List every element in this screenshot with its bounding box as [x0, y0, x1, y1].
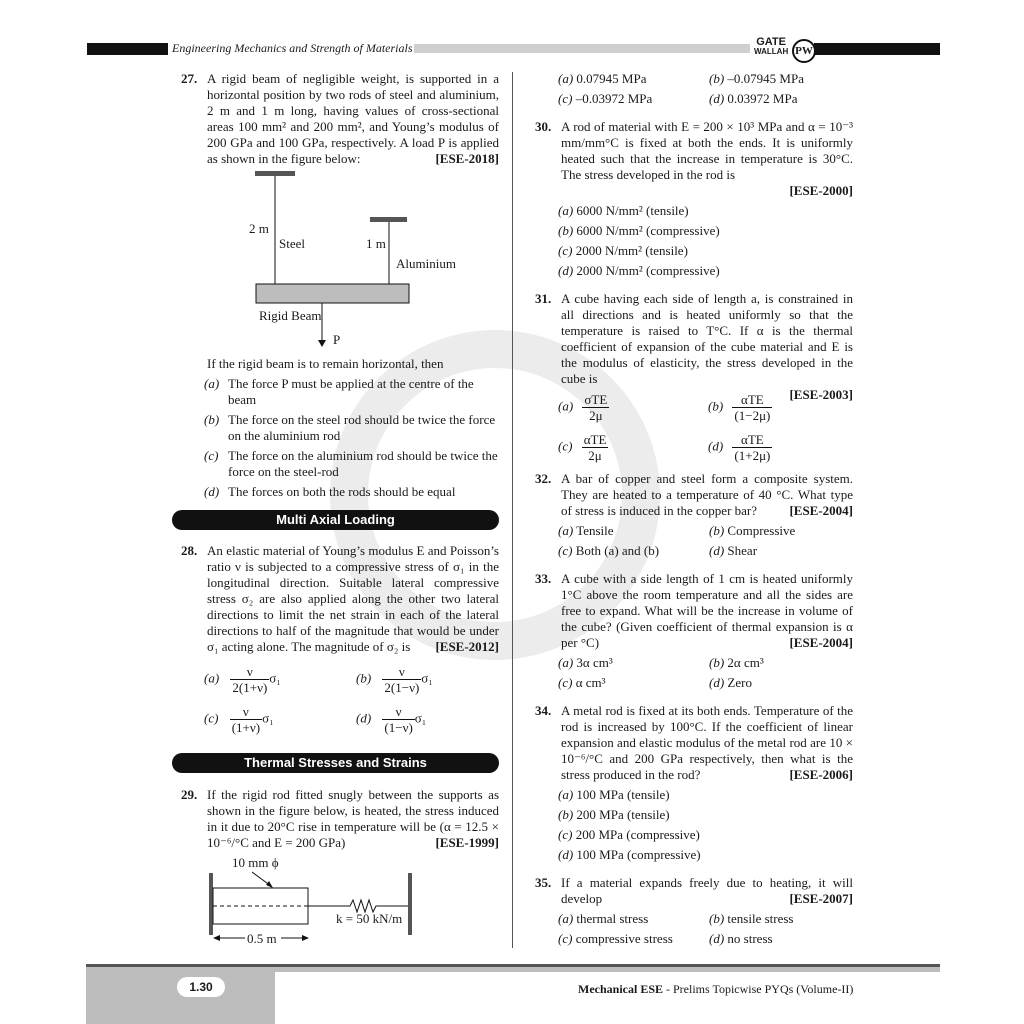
- option-label: (a): [558, 398, 574, 414]
- fraction-numerator: ν: [382, 704, 414, 720]
- option-b[interactable]: [709, 523, 795, 539]
- label-diameter: 10 mm ϕ: [232, 855, 279, 870]
- fraction-denominator: (1+2μ): [734, 448, 771, 463]
- option-label: (d): [558, 847, 574, 862]
- option-label: (b): [204, 412, 220, 427]
- option-label: (c): [558, 438, 573, 454]
- question-text: A metal rod is fixed at its both ends. Temperature of the rod is increased by 100°C. If the coefficient of linear expansion and elastic modulus of the metal rod are 10 × 10⁻⁶/°C and 200 GPa respectively, then what is the stress produced in the rod?: [561, 703, 853, 782]
- option-a[interactable]: [204, 376, 500, 408]
- exam-tag: [ESE-2004]: [789, 635, 853, 650]
- option-b[interactable]: [558, 807, 701, 823]
- option-text: –0.07945 MPa: [727, 71, 804, 86]
- option-label: (d): [204, 484, 220, 499]
- question-29: [181, 787, 499, 851]
- exam-tag: [ESE-2018]: [435, 151, 499, 166]
- option-text: 200 MPa (tensile): [576, 807, 670, 822]
- logo-line2: WALLAH: [754, 47, 789, 56]
- fraction-numerator: αTE: [583, 432, 607, 447]
- option-d[interactable]: [709, 543, 757, 559]
- option-text: –0.03972 MPa: [575, 91, 653, 106]
- option-text: Compressive: [727, 523, 796, 538]
- question-number: 27.: [181, 71, 198, 86]
- header-bar-grey: [414, 44, 750, 53]
- option-b[interactable]: [558, 223, 720, 239]
- question-27-stem: If the rigid beam is to remain horizontal, then: [207, 356, 444, 371]
- question-number: 35.: [535, 875, 552, 890]
- option-a[interactable]: [558, 655, 613, 671]
- question-28: [181, 543, 499, 655]
- question-33: [535, 571, 853, 651]
- fraction-numerator: ν: [230, 704, 262, 720]
- option-label: (d): [709, 543, 725, 558]
- option-label: (d): [558, 263, 574, 278]
- fraction-denominator: 2(1+ν): [232, 680, 268, 695]
- question-text: A cube with a side length of 1 cm is heated uniformly 1°C above the room temperature and all the sides are free to expand. What will be the increase in volume of the cube? (Given coefficient of thermal expansion is α per °C): [561, 571, 853, 650]
- label-2m: 2 m: [249, 221, 269, 236]
- option-b[interactable]: [204, 412, 500, 444]
- footer-book-title: [578, 982, 853, 997]
- right-wall: [408, 873, 412, 935]
- option-c[interactable]: [558, 931, 673, 947]
- question-34: [535, 703, 853, 783]
- question-30-options: [558, 203, 720, 279]
- option-label: (c): [558, 91, 573, 106]
- question-32: [535, 471, 853, 519]
- option-label: (c): [558, 675, 573, 690]
- option-a[interactable]: [558, 203, 720, 219]
- pw-logo-icon: PW: [792, 39, 816, 63]
- option-text: The force on the steel rod should be twice the force on the aluminium rod: [228, 412, 496, 443]
- option-text: The force on the aluminium rod should be twice the force on the steel-rod: [228, 448, 498, 479]
- question-27-options: [204, 376, 500, 500]
- steel-support: [255, 171, 295, 176]
- fraction-denominator: (1+ν): [231, 720, 261, 735]
- option-text: no stress: [727, 931, 773, 946]
- option-c[interactable]: [558, 91, 652, 107]
- option-text: The force P must be applied at the centre of the beam: [228, 376, 474, 407]
- fraction-denominator: 2(1−ν): [384, 680, 420, 695]
- header-bar-right: [814, 43, 940, 55]
- option-c[interactable]: [558, 675, 606, 691]
- option-text: tensile stress: [727, 911, 794, 926]
- option-label: (c): [558, 243, 573, 258]
- option-text: 6000 N/mm² (compressive): [576, 223, 720, 238]
- exam-tag: [ESE-2006]: [789, 767, 853, 782]
- option-b[interactable]: [709, 911, 794, 927]
- option-label: (a): [558, 655, 574, 670]
- fraction-numerator: ν: [382, 664, 421, 680]
- question-number: 29.: [181, 787, 198, 802]
- question-number: 28.: [181, 543, 198, 558]
- fraction-denominator: 2μ: [589, 408, 603, 423]
- option-label: (a): [558, 71, 574, 86]
- option-suffix: σ₁: [262, 710, 274, 726]
- exam-tag: [ESE-2000]: [789, 183, 853, 198]
- option-label: (c): [558, 543, 573, 558]
- option-label: (a): [558, 203, 574, 218]
- option-d[interactable]: [709, 675, 752, 691]
- exam-tag: [ESE-2012]: [435, 639, 499, 654]
- option-c[interactable]: [558, 432, 608, 463]
- fraction-numerator: αTE: [732, 392, 772, 408]
- option-text: Tensile: [576, 523, 614, 538]
- option-text: 0.03972 MPa: [727, 91, 798, 106]
- option-label: (a): [204, 376, 220, 391]
- option-text: α cm³: [575, 675, 606, 690]
- footer-book-rest: - Prelims Topicwise PYQs (Volume-II): [663, 982, 854, 996]
- rigid-beam: [256, 284, 409, 303]
- option-d[interactable]: [708, 432, 772, 463]
- footer-white-panel: [275, 972, 940, 1024]
- option-b[interactable]: [709, 71, 804, 87]
- option-label: (b): [709, 523, 725, 538]
- option-b[interactable]: [709, 655, 764, 671]
- option-d[interactable]: [204, 484, 500, 500]
- option-label: (b): [708, 398, 724, 414]
- option-d[interactable]: [558, 263, 720, 279]
- label-rod-length: 0.5 m: [247, 931, 277, 946]
- option-label: (b): [356, 670, 372, 686]
- question-text: If the rigid rod fitted snugly between the supports as shown in the figure below, is heated, the stress induced in it due to 20°C rise in temperature will be (α = 12.5 × 10⁻⁶/°C and E = 200 GPa): [207, 787, 499, 850]
- option-text: 100 MPa (compressive): [576, 847, 701, 862]
- option-label: (b): [709, 71, 725, 86]
- option-c[interactable]: [558, 543, 659, 559]
- beam-figure: [240, 168, 420, 353]
- fraction-denominator: (1−2μ): [734, 408, 771, 423]
- option-a[interactable]: [558, 71, 646, 87]
- fraction-denominator: 2μ: [588, 448, 602, 463]
- option-label: (c): [558, 931, 573, 946]
- option-label: (c): [204, 448, 219, 463]
- question-number: 31.: [535, 291, 552, 306]
- option-c[interactable]: [204, 448, 500, 480]
- question-number: 32.: [535, 471, 552, 486]
- exam-tag: [ESE-2004]: [789, 503, 853, 518]
- option-label: (a): [558, 787, 574, 802]
- page-number: 1.30: [177, 977, 225, 997]
- header-bar-left: [87, 43, 168, 55]
- option-d[interactable]: [558, 847, 701, 863]
- option-text: 0.07945 MPa: [576, 71, 647, 86]
- option-a[interactable]: [558, 392, 609, 423]
- option-text: The forces on both the rods should be equal: [228, 484, 456, 499]
- question-27: [181, 71, 499, 167]
- option-label: (b): [709, 911, 725, 926]
- option-text: Both (a) and (b): [575, 543, 660, 558]
- brand-logo: [754, 37, 788, 57]
- question-30: [535, 119, 853, 199]
- option-label: (b): [558, 807, 574, 822]
- option-label: (d): [708, 438, 724, 454]
- option-b[interactable]: [356, 664, 433, 695]
- question-number: 34.: [535, 703, 552, 718]
- option-label: (d): [356, 710, 372, 726]
- option-a[interactable]: [558, 523, 614, 539]
- label-steel: Steel: [279, 236, 305, 251]
- question-35: [535, 875, 853, 907]
- footer-rule: [86, 964, 940, 967]
- option-label: (c): [204, 710, 219, 726]
- exam-tag: [ESE-1999]: [435, 835, 499, 850]
- label-1m: 1 m: [366, 236, 386, 251]
- option-label: (a): [204, 670, 220, 686]
- option-label: (a): [558, 523, 574, 538]
- header-title: Engineering Mechanics and Strength of Materials: [172, 41, 413, 55]
- option-suffix: σ₁: [414, 710, 427, 726]
- option-label: (c): [558, 827, 573, 842]
- option-c[interactable]: [558, 243, 720, 259]
- question-text: A cube having each side of length a, is constrained in all directions and is heated uniformly so that the temperature is raised to T°C. If α is the thermal coefficient of expansion of the cube material and E is the modulus of elasticity, the stress developed in the cube is: [561, 291, 853, 386]
- label-rigid-beam: Rigid Beam: [259, 308, 322, 323]
- option-a[interactable]: [558, 911, 648, 927]
- option-text: 100 MPa (tensile): [576, 787, 670, 802]
- option-label: (a): [558, 911, 574, 926]
- question-text: A bar of copper and steel form a composite system. They are heated to a temperature of 40 °C. What type of stress is induced in the copper bar?: [561, 471, 853, 518]
- label-spring-stiffness: k = 50 kN/m: [336, 911, 403, 926]
- logo-line1: GATE: [756, 36, 786, 48]
- label-aluminium: Aluminium: [396, 256, 456, 271]
- question-text: A rod of material with E = 200 × 10³ MPa and α = 10⁻³ mm/mm°C is fixed at both the ends. It is uniformly heated such that the increase in temperature is 30°C. The stress developed in the rod is: [561, 119, 853, 182]
- question-text: A rigid beam of negligible weight, is supported in a horizontal position by two rods of steel and aluminium, 2 m and 1 m long, having values of cross-sectional areas 100 mm² and 200 mm², and Young’s modulus of 200 GPa and 100 GPa, respectively. A load P is applied as shown in the figure below:: [207, 71, 499, 166]
- option-text: 2000 N/mm² (compressive): [576, 263, 720, 278]
- option-text: Shear: [727, 543, 758, 558]
- option-suffix: σ₁: [421, 670, 433, 686]
- option-text: 200 MPa (compressive): [575, 827, 700, 842]
- option-text: 2α cm³: [727, 655, 764, 670]
- option-d[interactable]: [709, 931, 773, 947]
- section-heading-thermal: Thermal Stresses and Strains: [172, 753, 499, 773]
- fraction-denominator: (1−ν): [384, 720, 413, 735]
- option-text: compressive stress: [575, 931, 673, 946]
- option-text: thermal stress: [576, 911, 649, 926]
- option-b[interactable]: [708, 392, 772, 423]
- option-d[interactable]: [709, 91, 797, 107]
- option-text: 6000 N/mm² (tensile): [576, 203, 689, 218]
- option-d[interactable]: [356, 704, 426, 735]
- length-arrowhead-right: [302, 935, 309, 941]
- option-a[interactable]: [558, 787, 701, 803]
- question-31: [535, 291, 853, 403]
- option-label: (d): [709, 675, 725, 690]
- left-wall: [209, 873, 213, 935]
- question-34-options: [558, 787, 701, 863]
- exam-tag: [ESE-2007]: [789, 891, 853, 906]
- load-arrowhead: [318, 340, 326, 347]
- footer-book-bold: Mechanical ESE: [578, 982, 664, 996]
- exam-tag: [ESE-2003]: [789, 387, 853, 402]
- option-label: (d): [709, 91, 725, 106]
- option-c[interactable]: [204, 704, 274, 735]
- option-text: 3α cm³: [576, 655, 613, 670]
- option-text: 2000 N/mm² (tensile): [575, 243, 688, 258]
- diameter-pointer-head: [266, 881, 273, 888]
- option-suffix: σ₁: [269, 670, 281, 686]
- section-heading-multi-axial: Multi Axial Loading: [172, 510, 499, 530]
- aluminium-support: [370, 217, 407, 222]
- fraction-numerator: σTE: [584, 392, 608, 407]
- question-number: 33.: [535, 571, 552, 586]
- column-divider: [512, 72, 513, 948]
- fraction-numerator: αTE: [732, 432, 772, 448]
- question-text: An elastic material of Young’s modulus E and Poisson’s ratio ν is subjected to a compressive stress of σ₁ in the longitudinal direction. Suitable lateral compressive stress σ₂ are also applied along the other two lateral directions to limit the net strain in each of the lateral directions to half of the magnitude that would be under σ₁ acting alone. The magnitude of σ₂ is: [207, 543, 499, 654]
- option-a[interactable]: [204, 664, 281, 695]
- option-label: (d): [709, 931, 725, 946]
- option-label: (b): [558, 223, 574, 238]
- question-text: If a material expands freely due to heating, it will develop: [561, 875, 853, 906]
- option-label: (b): [709, 655, 725, 670]
- length-arrowhead-left: [213, 935, 220, 941]
- fraction-numerator: ν: [230, 664, 269, 680]
- question-number: 30.: [535, 119, 552, 134]
- option-c[interactable]: [558, 827, 701, 843]
- label-load-p: P: [333, 332, 341, 347]
- option-text: Zero: [727, 675, 752, 690]
